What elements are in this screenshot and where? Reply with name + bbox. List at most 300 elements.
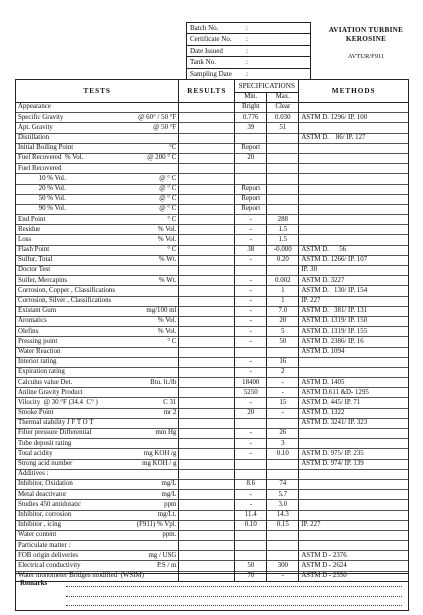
- test-unit: @ ° C: [159, 205, 177, 213]
- table-row: [16, 123, 409, 133]
- test-name: Electrical conductivity: [18, 561, 81, 569]
- result-cell: [179, 316, 235, 326]
- max-cell: -0.000: [267, 245, 299, 255]
- test-cell: [16, 194, 179, 204]
- method-cell: [299, 439, 409, 449]
- min-cell: -: [235, 316, 267, 326]
- certificate-header-fields: [186, 22, 311, 80]
- max-cell: 7.0: [267, 306, 299, 316]
- method-cell: ASTM D. 1405: [299, 378, 409, 388]
- title-line-2: KEROSINE: [345, 35, 387, 43]
- min-cell: -: [235, 296, 267, 306]
- table-row: [16, 357, 409, 367]
- result-cell: [179, 449, 235, 459]
- test-name: Loss: [18, 235, 32, 243]
- table-row: [16, 530, 409, 540]
- table-row: [16, 133, 409, 143]
- table-row: [16, 551, 409, 561]
- table-row: [16, 429, 409, 439]
- test-cell: [16, 449, 179, 459]
- table-row: [16, 194, 409, 204]
- test-cell: [16, 408, 179, 418]
- test-unit: @ ° C: [159, 195, 177, 203]
- min-cell: 18400: [235, 378, 267, 388]
- table-row: [16, 459, 409, 469]
- test-cell: [16, 367, 179, 377]
- test-name: Filter pressure Differential: [18, 429, 92, 437]
- header-field-label: Tank No.: [190, 58, 216, 67]
- method-cell: ASTM D. 56: [299, 245, 409, 255]
- method-cell: [299, 153, 409, 163]
- test-name: Anline Gravity Product: [18, 388, 83, 396]
- method-cell: ASTM D. 1319/ IP. 155: [299, 327, 409, 337]
- max-cell: [267, 204, 299, 214]
- method-cell: [299, 490, 409, 500]
- test-name: Studies 450 antidotatic: [18, 500, 82, 508]
- test-cell: [16, 429, 179, 439]
- test-unit: % Vol.: [157, 235, 177, 243]
- max-cell: 15: [267, 398, 299, 408]
- min-cell: -: [235, 215, 267, 225]
- table-row: [16, 235, 409, 245]
- header-field-row: [187, 34, 310, 45]
- test-cell: [16, 541, 179, 551]
- max-cell: [267, 266, 299, 276]
- max-header: Max.: [267, 93, 299, 103]
- min-cell: [235, 164, 267, 174]
- table-row: [16, 113, 409, 123]
- method-cell: [299, 215, 409, 225]
- min-cell: -: [235, 357, 267, 367]
- test-unit: % Vol.: [157, 225, 177, 233]
- test-unit: Btu. lt./lb: [150, 378, 177, 386]
- result-cell: [179, 479, 235, 489]
- max-cell: 1.5: [267, 225, 299, 235]
- result-cell: [179, 153, 235, 163]
- test-cell: [16, 174, 179, 184]
- test-unit: % Vol.: [157, 317, 177, 325]
- result-cell: [179, 490, 235, 500]
- max-cell: 74: [267, 479, 299, 489]
- table-row: [16, 276, 409, 286]
- test-cell: [16, 327, 179, 337]
- test-name: Residue: [18, 225, 41, 233]
- method-cell: [299, 194, 409, 204]
- test-cell: [16, 418, 179, 428]
- test-cell: [16, 235, 179, 245]
- max-cell: [267, 133, 299, 143]
- max-cell: 0.15: [267, 520, 299, 530]
- result-cell: [179, 215, 235, 225]
- method-cell: ASTM D. 2386/ IP. 16: [299, 337, 409, 347]
- result-cell: [179, 174, 235, 184]
- max-cell: [267, 143, 299, 153]
- test-name: Sulfur, Total: [18, 256, 53, 264]
- test-cell: [16, 266, 179, 276]
- max-cell: 300: [267, 561, 299, 571]
- table-row: [16, 449, 409, 459]
- test-unit: mg/Lt.: [157, 510, 177, 518]
- max-cell: [267, 541, 299, 551]
- max-cell: 1: [267, 286, 299, 296]
- remarks-line: [66, 586, 402, 587]
- result-cell: [179, 388, 235, 398]
- test-name: Flash Point: [18, 246, 50, 254]
- table-row: [16, 286, 409, 296]
- method-cell: [299, 174, 409, 184]
- method-cell: ASTM D. 1319/ IP. 150: [299, 316, 409, 326]
- method-cell: ASTM D - 2624: [299, 561, 409, 571]
- result-cell: [179, 276, 235, 286]
- method-cell: ASTM D. 1322: [299, 408, 409, 418]
- min-cell: [235, 418, 267, 428]
- test-name: Water content: [18, 531, 57, 539]
- min-cell: 0.10: [235, 520, 267, 530]
- method-cell: ASTM D. 445/ IP. 71: [299, 398, 409, 408]
- min-cell: 39: [235, 123, 267, 133]
- header-field-separator: :: [246, 35, 248, 44]
- min-cell: 70: [235, 571, 267, 581]
- table-row: [16, 479, 409, 489]
- result-cell: [179, 245, 235, 255]
- method-cell: ASTM D. 86/ IP. 127: [299, 133, 409, 143]
- test-unit: ° C: [167, 215, 177, 223]
- test-unit: @ ° C: [159, 184, 177, 192]
- test-unit: mg/L: [161, 490, 177, 498]
- test-cell: [16, 490, 179, 500]
- test-cell: [16, 215, 179, 225]
- test-unit: mr 2: [163, 409, 177, 417]
- result-cell: [179, 459, 235, 469]
- result-cell: [179, 469, 235, 479]
- result-cell: [179, 306, 235, 316]
- max-cell: [267, 530, 299, 540]
- min-cell: [235, 347, 267, 357]
- max-cell: 288: [267, 215, 299, 225]
- table-row: [16, 510, 409, 520]
- table-row: [16, 184, 409, 194]
- min-cell: -: [235, 255, 267, 265]
- test-cell: [16, 164, 179, 174]
- result-cell: [179, 357, 235, 367]
- max-cell: [267, 459, 299, 469]
- table-row: [16, 215, 409, 225]
- result-cell: [179, 541, 235, 551]
- test-name: 90 % Vol.: [18, 205, 66, 213]
- test-name: Thermal stability J F T O T: [18, 419, 94, 427]
- test-name: Inhibitor, corrosion: [18, 510, 72, 518]
- test-unit: @ ° C: [159, 174, 177, 182]
- min-cell: Report: [235, 143, 267, 153]
- result-cell: [179, 337, 235, 347]
- test-name: Total acidity: [18, 449, 53, 457]
- method-cell: [299, 510, 409, 520]
- method-cell: [299, 469, 409, 479]
- max-cell: [267, 194, 299, 204]
- header-field-separator: :: [246, 58, 248, 67]
- method-cell: ASTM D. 3241/ IP. 323: [299, 418, 409, 428]
- test-cell: [16, 357, 179, 367]
- table-row: [16, 500, 409, 510]
- test-name: Aromatics: [18, 317, 47, 325]
- min-cell: -: [235, 500, 267, 510]
- method-cell: [299, 367, 409, 377]
- remarks-line: [66, 596, 402, 597]
- table-row: [16, 204, 409, 214]
- table-row: [16, 327, 409, 337]
- method-cell: [299, 184, 409, 194]
- table-row: [16, 174, 409, 184]
- table-row: [16, 378, 409, 388]
- test-unit: °C: [169, 144, 177, 152]
- min-cell: -: [235, 306, 267, 316]
- result-cell: [179, 184, 235, 194]
- min-cell: [235, 266, 267, 276]
- methods-header: METHODS: [299, 80, 409, 103]
- test-name: Fuel Recovered % Vol.: [18, 154, 84, 162]
- max-cell: 3.0: [267, 500, 299, 510]
- max-cell: -: [267, 378, 299, 388]
- test-name: Vilocity @ 30 °F (34.4 C° ): [18, 398, 98, 406]
- test-cell: [16, 184, 179, 194]
- max-cell: -: [267, 571, 299, 581]
- min-cell: Report: [235, 184, 267, 194]
- max-cell: 26: [267, 429, 299, 439]
- max-cell: 0.030: [267, 113, 299, 123]
- test-cell: [16, 388, 179, 398]
- test-unit: % Wt.: [158, 276, 177, 284]
- test-cell: [16, 459, 179, 469]
- test-cell: [16, 133, 179, 143]
- method-cell: IP. 30: [299, 266, 409, 276]
- result-cell: [179, 296, 235, 306]
- min-cell: Report: [235, 204, 267, 214]
- table-row: [16, 561, 409, 571]
- result-cell: [179, 204, 235, 214]
- method-cell: [299, 357, 409, 367]
- test-cell: [16, 500, 179, 510]
- test-unit: ° C: [167, 337, 177, 345]
- test-name: 50 % Vol.: [18, 195, 66, 203]
- test-cell: [16, 469, 179, 479]
- test-cell: [16, 510, 179, 520]
- results-header: RESULTS: [179, 80, 235, 103]
- test-name: Interior rating: [18, 358, 57, 366]
- test-name: Olefins: [18, 327, 39, 335]
- min-cell: [235, 530, 267, 540]
- result-cell: [179, 225, 235, 235]
- remarks-label: Remarks: [20, 579, 48, 587]
- test-cell: [16, 561, 179, 571]
- result-cell: [179, 530, 235, 540]
- document-title: [316, 26, 416, 44]
- table-row: [16, 541, 409, 551]
- test-cell: [16, 439, 179, 449]
- specification-table: [15, 79, 409, 582]
- method-cell: ASTM D. 1266/ IP. 107: [299, 255, 409, 265]
- title-line-1: AVIATION TURBINE: [328, 26, 404, 34]
- result-cell: [179, 520, 235, 530]
- test-name: Inhibitor , icing: [18, 521, 62, 529]
- min-cell: -: [235, 286, 267, 296]
- test-name: 10 % Vol.: [18, 174, 66, 182]
- test-unit: mm Hg: [155, 429, 177, 437]
- test-name: 20 % Vol.: [18, 184, 66, 192]
- min-cell: -: [235, 490, 267, 500]
- min-cell: [235, 541, 267, 551]
- table-row: [16, 520, 409, 530]
- table-row: [16, 337, 409, 347]
- result-cell: [179, 235, 235, 245]
- table-row: [16, 306, 409, 316]
- header-field-label: Sampling Date: [190, 69, 232, 78]
- test-unit: P.S / m: [157, 561, 177, 569]
- method-cell: [299, 123, 409, 133]
- test-cell: [16, 551, 179, 561]
- result-cell: [179, 510, 235, 520]
- result-cell: [179, 398, 235, 408]
- method-cell: ASTM D. 381/ IP. 131: [299, 306, 409, 316]
- table-row: [16, 398, 409, 408]
- specifications-header: SPECIFICATIONS: [235, 80, 299, 93]
- min-cell: 5250: [235, 388, 267, 398]
- test-name: Sulfer, Mercapins: [18, 276, 68, 284]
- method-cell: [299, 143, 409, 153]
- method-cell: IP. 227: [299, 296, 409, 306]
- test-name: Apt. Gravity: [18, 123, 53, 131]
- max-cell: [267, 164, 299, 174]
- test-cell: [16, 113, 179, 123]
- method-cell: [299, 164, 409, 174]
- table-row: [16, 255, 409, 265]
- min-cell: 20: [235, 153, 267, 163]
- test-name: Additives :: [18, 470, 49, 478]
- method-cell: [299, 225, 409, 235]
- test-unit: ° C: [167, 246, 177, 254]
- test-name: Inhibitor, Oxidation: [18, 480, 73, 488]
- test-unit: ppm: [164, 500, 177, 508]
- result-cell: [179, 429, 235, 439]
- result-cell: [179, 123, 235, 133]
- min-cell: 20: [235, 408, 267, 418]
- max-cell: 16: [267, 357, 299, 367]
- test-cell: [16, 398, 179, 408]
- method-cell: ASTM D. 130/ IP. 154: [299, 286, 409, 296]
- test-unit: mg/L: [161, 480, 177, 488]
- test-unit: mg/100 ml: [146, 307, 177, 315]
- test-cell: [16, 337, 179, 347]
- min-cell: [235, 469, 267, 479]
- test-name: Fuel Recovered: [18, 164, 62, 172]
- max-cell: -: [267, 408, 299, 418]
- test-cell: [16, 296, 179, 306]
- method-cell: ASTM D - 2550: [299, 571, 409, 581]
- test-cell: [16, 123, 179, 133]
- max-cell: [267, 174, 299, 184]
- result-cell: [179, 103, 235, 113]
- result-cell: [179, 164, 235, 174]
- max-cell: -: [267, 388, 299, 398]
- max-cell: 1: [267, 296, 299, 306]
- test-name: Metal deactivator: [18, 490, 67, 498]
- test-name: Corrosion, Silver , Classifications: [18, 297, 112, 305]
- header-field-label: Certificate No.: [190, 35, 232, 44]
- method-cell: ASTM D. 974/ IP. 139: [299, 459, 409, 469]
- method-cell: ASTM D.611 &D- 1295: [299, 388, 409, 398]
- max-cell: 14.3: [267, 510, 299, 520]
- test-cell: [16, 225, 179, 235]
- result-cell: [179, 551, 235, 561]
- max-cell: 1.5: [267, 235, 299, 245]
- test-cell: [16, 286, 179, 296]
- remarks-box: [15, 573, 409, 611]
- test-cell: [16, 520, 179, 530]
- min-cell: 38: [235, 245, 267, 255]
- method-cell: ASTM D - 2376: [299, 551, 409, 561]
- method-cell: [299, 204, 409, 214]
- max-cell: [267, 347, 299, 357]
- min-cell: 0.776: [235, 113, 267, 123]
- table-row: [16, 143, 409, 153]
- result-cell: [179, 378, 235, 388]
- header-field-separator: :: [246, 24, 248, 32]
- table-row: [16, 225, 409, 235]
- table-row: [16, 266, 409, 276]
- min-cell: 8.6: [235, 479, 267, 489]
- test-unit: mg KOH /g: [143, 449, 177, 457]
- test-cell: [16, 143, 179, 153]
- max-cell: [267, 184, 299, 194]
- max-cell: 5: [267, 327, 299, 337]
- method-cell: [299, 541, 409, 551]
- result-cell: [179, 194, 235, 204]
- max-cell: 5.7: [267, 490, 299, 500]
- test-cell: [16, 103, 179, 113]
- table-row: [16, 347, 409, 357]
- test-unit: % Vol.: [157, 327, 177, 335]
- min-header: Min.: [235, 93, 267, 103]
- remarks-line: [66, 605, 402, 606]
- result-cell: [179, 327, 235, 337]
- result-cell: [179, 347, 235, 357]
- max-cell: [267, 418, 299, 428]
- test-name: Tube deposit rating: [18, 439, 72, 447]
- test-cell: [16, 153, 179, 163]
- result-cell: [179, 113, 235, 123]
- min-cell: [235, 459, 267, 469]
- test-name: Calculus value Det.: [18, 378, 73, 386]
- test-unit: @ 200 ° C: [147, 154, 177, 162]
- test-name: FOB origin deliveries: [18, 551, 79, 559]
- table-row: [16, 388, 409, 398]
- method-cell: ASTM D. 1296/ IP. 100: [299, 113, 409, 123]
- method-cell: [299, 500, 409, 510]
- min-cell: -: [235, 398, 267, 408]
- test-cell: [16, 347, 179, 357]
- max-cell: [267, 551, 299, 561]
- max-cell: Clear: [267, 103, 299, 113]
- method-cell: [299, 530, 409, 540]
- result-cell: [179, 439, 235, 449]
- header-field-separator: :: [246, 69, 248, 78]
- max-cell: 0.002: [267, 276, 299, 286]
- test-unit: C 31: [163, 398, 177, 406]
- max-cell: 0.20: [267, 255, 299, 265]
- test-unit: % Wt.: [158, 256, 177, 264]
- header-field-row: [187, 23, 310, 34]
- min-cell: -: [235, 449, 267, 459]
- max-cell: 50: [267, 337, 299, 347]
